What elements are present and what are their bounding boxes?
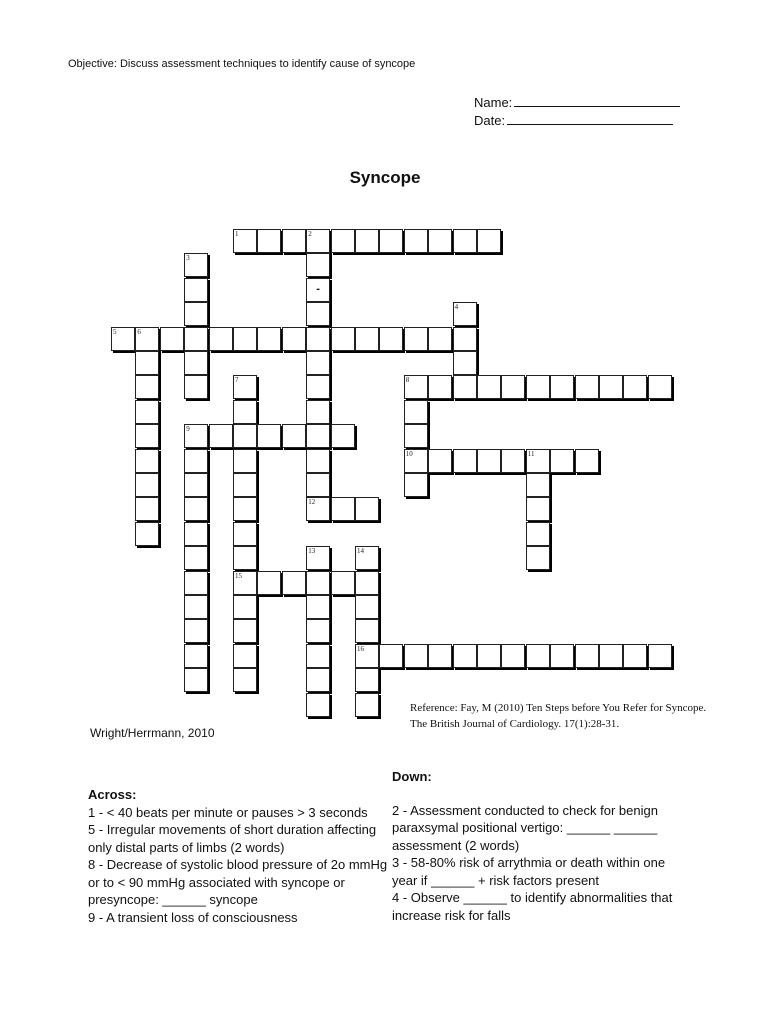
crossword-cell[interactable]: [575, 375, 599, 399]
across-heading: Across:: [88, 787, 137, 802]
crossword-cell[interactable]: [184, 571, 208, 595]
crossword-cell[interactable]: [233, 522, 257, 546]
clue-number: 13: [308, 547, 316, 556]
crossword-cell[interactable]: [648, 375, 672, 399]
clue-number: 3: [186, 254, 190, 263]
crossword-cell[interactable]: [379, 327, 403, 351]
crossword-cell[interactable]: [477, 375, 501, 399]
crossword-cell[interactable]: [306, 619, 330, 643]
across-clue-9: 9 - A transient loss of consciousness: [88, 909, 298, 925]
crossword-cell[interactable]: [404, 375, 428, 399]
crossword-cell[interactable]: [404, 449, 428, 473]
crossword-cell[interactable]: [233, 644, 257, 668]
crossword-cell[interactable]: [233, 375, 257, 399]
crossword-cell[interactable]: [306, 571, 330, 595]
crossword-cell[interactable]: [526, 644, 550, 668]
crossword-cell[interactable]: [404, 424, 428, 448]
crossword-cell[interactable]: [233, 595, 257, 619]
crossword-cell[interactable]: [306, 253, 330, 277]
crossword-cell[interactable]: [306, 497, 330, 521]
crossword-cell[interactable]: [306, 327, 330, 351]
crossword-cell[interactable]: [233, 449, 257, 473]
crossword-cell[interactable]: [599, 644, 623, 668]
down-clue-3: 3 - 58-80% risk of arrythmia or death within one year if ______ + risk factors present: [392, 855, 666, 888]
crossword-cell[interactable]: [477, 644, 501, 668]
crossword-cell[interactable]: [209, 424, 233, 448]
crossword-cell[interactable]: [623, 644, 647, 668]
crossword-cell[interactable]: [135, 327, 159, 351]
clue-number: 11: [527, 449, 535, 458]
crossword-cell[interactable]: [355, 546, 379, 570]
crossword-cell[interactable]: [306, 400, 330, 424]
crossword-cell[interactable]: [306, 278, 330, 302]
crossword-cell[interactable]: [453, 449, 477, 473]
crossword-cell[interactable]: [184, 497, 208, 521]
across-clue-1: 1 - < 40 beats per minute or pauses > 3 seconds: [88, 804, 368, 820]
down-clue-2: 2 - Assessment conducted to check for benign paraxsymal positional vertigo: ______ ______ assessment (2 words): [392, 802, 658, 853]
crossword-cell[interactable]: [233, 497, 257, 521]
crossword-cell[interactable]: [135, 351, 159, 375]
crossword-cell[interactable]: [282, 424, 306, 448]
crossword-cell[interactable]: [257, 229, 281, 253]
crossword-cell[interactable]: [550, 644, 574, 668]
across-clue-5: 5 - Irregular movements of short duration affecting only distal parts of limbs (2 words): [88, 822, 377, 855]
crossword-cell[interactable]: [306, 375, 330, 399]
clue-number: 15: [235, 571, 242, 580]
crossword-cell[interactable]: [526, 522, 550, 546]
crossword-cell[interactable]: [355, 571, 379, 595]
crossword-cell[interactable]: [135, 473, 159, 497]
crossword-cell[interactable]: [135, 424, 159, 448]
clue-number: 10: [405, 449, 413, 458]
crossword-cell[interactable]: [184, 619, 208, 643]
clue-number: 5: [113, 327, 117, 336]
clue-number: 1: [235, 230, 239, 238]
crossword-cell[interactable]: [135, 449, 159, 473]
crossword-cell[interactable]: [306, 351, 330, 375]
crossword-cell[interactable]: [355, 229, 379, 253]
crossword-cell[interactable]: [209, 327, 233, 351]
crossword-cell[interactable]: [526, 497, 550, 521]
crossword-cell[interactable]: [355, 595, 379, 619]
crossword-cell[interactable]: [306, 302, 330, 326]
crossword-cell[interactable]: [477, 449, 501, 473]
crossword-cell[interactable]: [233, 473, 257, 497]
down-clues: [392, 768, 692, 924]
crossword-cell[interactable]: [501, 644, 525, 668]
crossword-cell[interactable]: [233, 546, 257, 570]
crossword-cell[interactable]: [282, 327, 306, 351]
crossword-cell[interactable]: [306, 424, 330, 448]
crossword-cell[interactable]: [306, 229, 330, 253]
crossword-cell[interactable]: [233, 424, 257, 448]
crossword-cell[interactable]: [257, 571, 281, 595]
crossword-cell[interactable]: [331, 497, 355, 521]
crossword-cell[interactable]: [526, 375, 550, 399]
crossword-cell[interactable]: [428, 375, 452, 399]
reference-line-2: The British Journal of Cardiology. 17(1):28-31.: [410, 718, 620, 730]
crossword-cell[interactable]: [160, 327, 184, 351]
crossword-cell[interactable]: [550, 375, 574, 399]
crossword-cell[interactable]: [648, 644, 672, 668]
crossword-cell[interactable]: [306, 595, 330, 619]
crossword-cell[interactable]: [453, 375, 477, 399]
crossword-cell[interactable]: [331, 424, 355, 448]
crossword-cell[interactable]: [233, 327, 257, 351]
crossword-cell[interactable]: [550, 449, 574, 473]
crossword-cell[interactable]: [428, 644, 452, 668]
crossword-cell[interactable]: [379, 229, 403, 253]
objective-text: Objective: Discuss assessment techniques to identify cause of syncope: [68, 58, 416, 70]
clue-number: 8: [405, 376, 410, 385]
clue-number: 6: [137, 327, 141, 336]
crossword-cell[interactable]: [184, 327, 208, 351]
crossword-cell[interactable]: [428, 449, 452, 473]
clue-number: 9: [186, 425, 190, 434]
crossword-cell[interactable]: [135, 375, 159, 399]
crossword-cell[interactable]: [428, 327, 452, 351]
crossword-cell[interactable]: [184, 375, 208, 399]
crossword-cell[interactable]: [184, 253, 208, 277]
dash-mark: -: [316, 282, 320, 295]
reference-line-1: Reference: Fay, M (2010) Ten Steps before You Refer for Syncope.: [410, 702, 707, 714]
crossword-cell[interactable]: [257, 327, 281, 351]
crossword-cell[interactable]: [501, 449, 525, 473]
crossword-cell[interactable]: [184, 668, 208, 692]
crossword-cell[interactable]: [306, 546, 330, 570]
crossword-cell[interactable]: [282, 229, 306, 253]
clue-number: 4: [454, 303, 459, 312]
crossword-cell[interactable]: [184, 449, 208, 473]
crossword-cell[interactable]: [428, 229, 452, 253]
crossword-cell[interactable]: [404, 400, 428, 424]
crossword-cell[interactable]: [135, 497, 159, 521]
crossword-cell[interactable]: [306, 644, 330, 668]
crossword-cell[interactable]: [526, 546, 550, 570]
crossword-cell[interactable]: [233, 571, 257, 595]
crossword-cell[interactable]: [306, 693, 330, 717]
crossword-cell[interactable]: [355, 497, 379, 521]
crossword-cell[interactable]: [257, 424, 281, 448]
crossword-cell[interactable]: [306, 473, 330, 497]
down-heading: Down:: [392, 769, 432, 784]
crossword-cell[interactable]: [233, 229, 257, 253]
crossword-cell[interactable]: [355, 644, 379, 668]
crossword-cell[interactable]: [184, 595, 208, 619]
clue-number: 12: [308, 498, 316, 507]
crossword-cell[interactable]: [453, 302, 477, 326]
puzzle-title: Syncope: [349, 168, 421, 187]
clue-number: 7: [235, 376, 239, 385]
crossword-cell[interactable]: [111, 327, 135, 351]
crossword-cell[interactable]: [184, 351, 208, 375]
crossword-cell[interactable]: [501, 375, 525, 399]
clue-number: 16: [357, 644, 364, 653]
across-clue-8: 8 - Decrease of systolic blood pressure of 2o mmHg or to < 90 mmHg associated with syncope or presyncope: ______ syncope: [88, 857, 388, 907]
crossword-cell[interactable]: [599, 375, 623, 399]
crossword-cell[interactable]: [355, 693, 379, 717]
crossword-cell[interactable]: [233, 668, 257, 692]
crossword-cell[interactable]: [453, 351, 477, 375]
crossword-cell[interactable]: [184, 278, 208, 302]
name-label: Name:: [474, 95, 513, 110]
crossword-cell[interactable]: [355, 327, 379, 351]
crossword-cell[interactable]: [404, 229, 428, 253]
crossword-cell[interactable]: [135, 522, 159, 546]
crossword-cell[interactable]: [355, 668, 379, 692]
clue-number: 2: [308, 230, 312, 238]
date-label: Date:: [474, 113, 506, 128]
crossword-cell[interactable]: [282, 571, 306, 595]
crossword-cell[interactable]: [233, 400, 257, 424]
crossword-cell[interactable]: [526, 473, 550, 497]
crossword-cell[interactable]: [184, 473, 208, 497]
crossword-cell[interactable]: [306, 449, 330, 473]
crossword-cell[interactable]: [233, 619, 257, 643]
crossword-cell[interactable]: [355, 619, 379, 643]
crossword-cell[interactable]: [575, 449, 599, 473]
crossword-cell[interactable]: [575, 644, 599, 668]
crossword-cell[interactable]: [526, 449, 550, 473]
crossword-cell[interactable]: [404, 644, 428, 668]
crossword-cell[interactable]: [453, 229, 477, 253]
across-clues: [88, 786, 388, 926]
author-credit: Wright/Herrmann, 2010: [90, 726, 215, 740]
crossword-cell[interactable]: [404, 473, 428, 497]
crossword-cell[interactable]: [453, 327, 477, 351]
crossword-cell[interactable]: [184, 644, 208, 668]
crossword-cell[interactable]: [623, 375, 647, 399]
crossword-cell[interactable]: [331, 327, 355, 351]
reference-text: [410, 700, 706, 732]
clue-number: 14: [357, 547, 364, 556]
crossword-cell[interactable]: [453, 644, 477, 668]
crossword-cell[interactable]: [331, 229, 355, 253]
crossword-cell[interactable]: [184, 546, 208, 570]
crossword-cell[interactable]: [477, 229, 501, 253]
crossword-cell[interactable]: [184, 522, 208, 546]
crossword-cell[interactable]: [184, 424, 208, 448]
crossword-cell[interactable]: [404, 327, 428, 351]
down-clue-4: 4 - Observe ______ to identify abnormalities that increase risk for falls: [392, 890, 673, 923]
crossword-cell[interactable]: [331, 571, 355, 595]
crossword-cell[interactable]: [135, 400, 159, 424]
crossword-cell[interactable]: [184, 302, 208, 326]
crossword-cell[interactable]: [306, 668, 330, 692]
crossword-cell[interactable]: [379, 644, 403, 668]
